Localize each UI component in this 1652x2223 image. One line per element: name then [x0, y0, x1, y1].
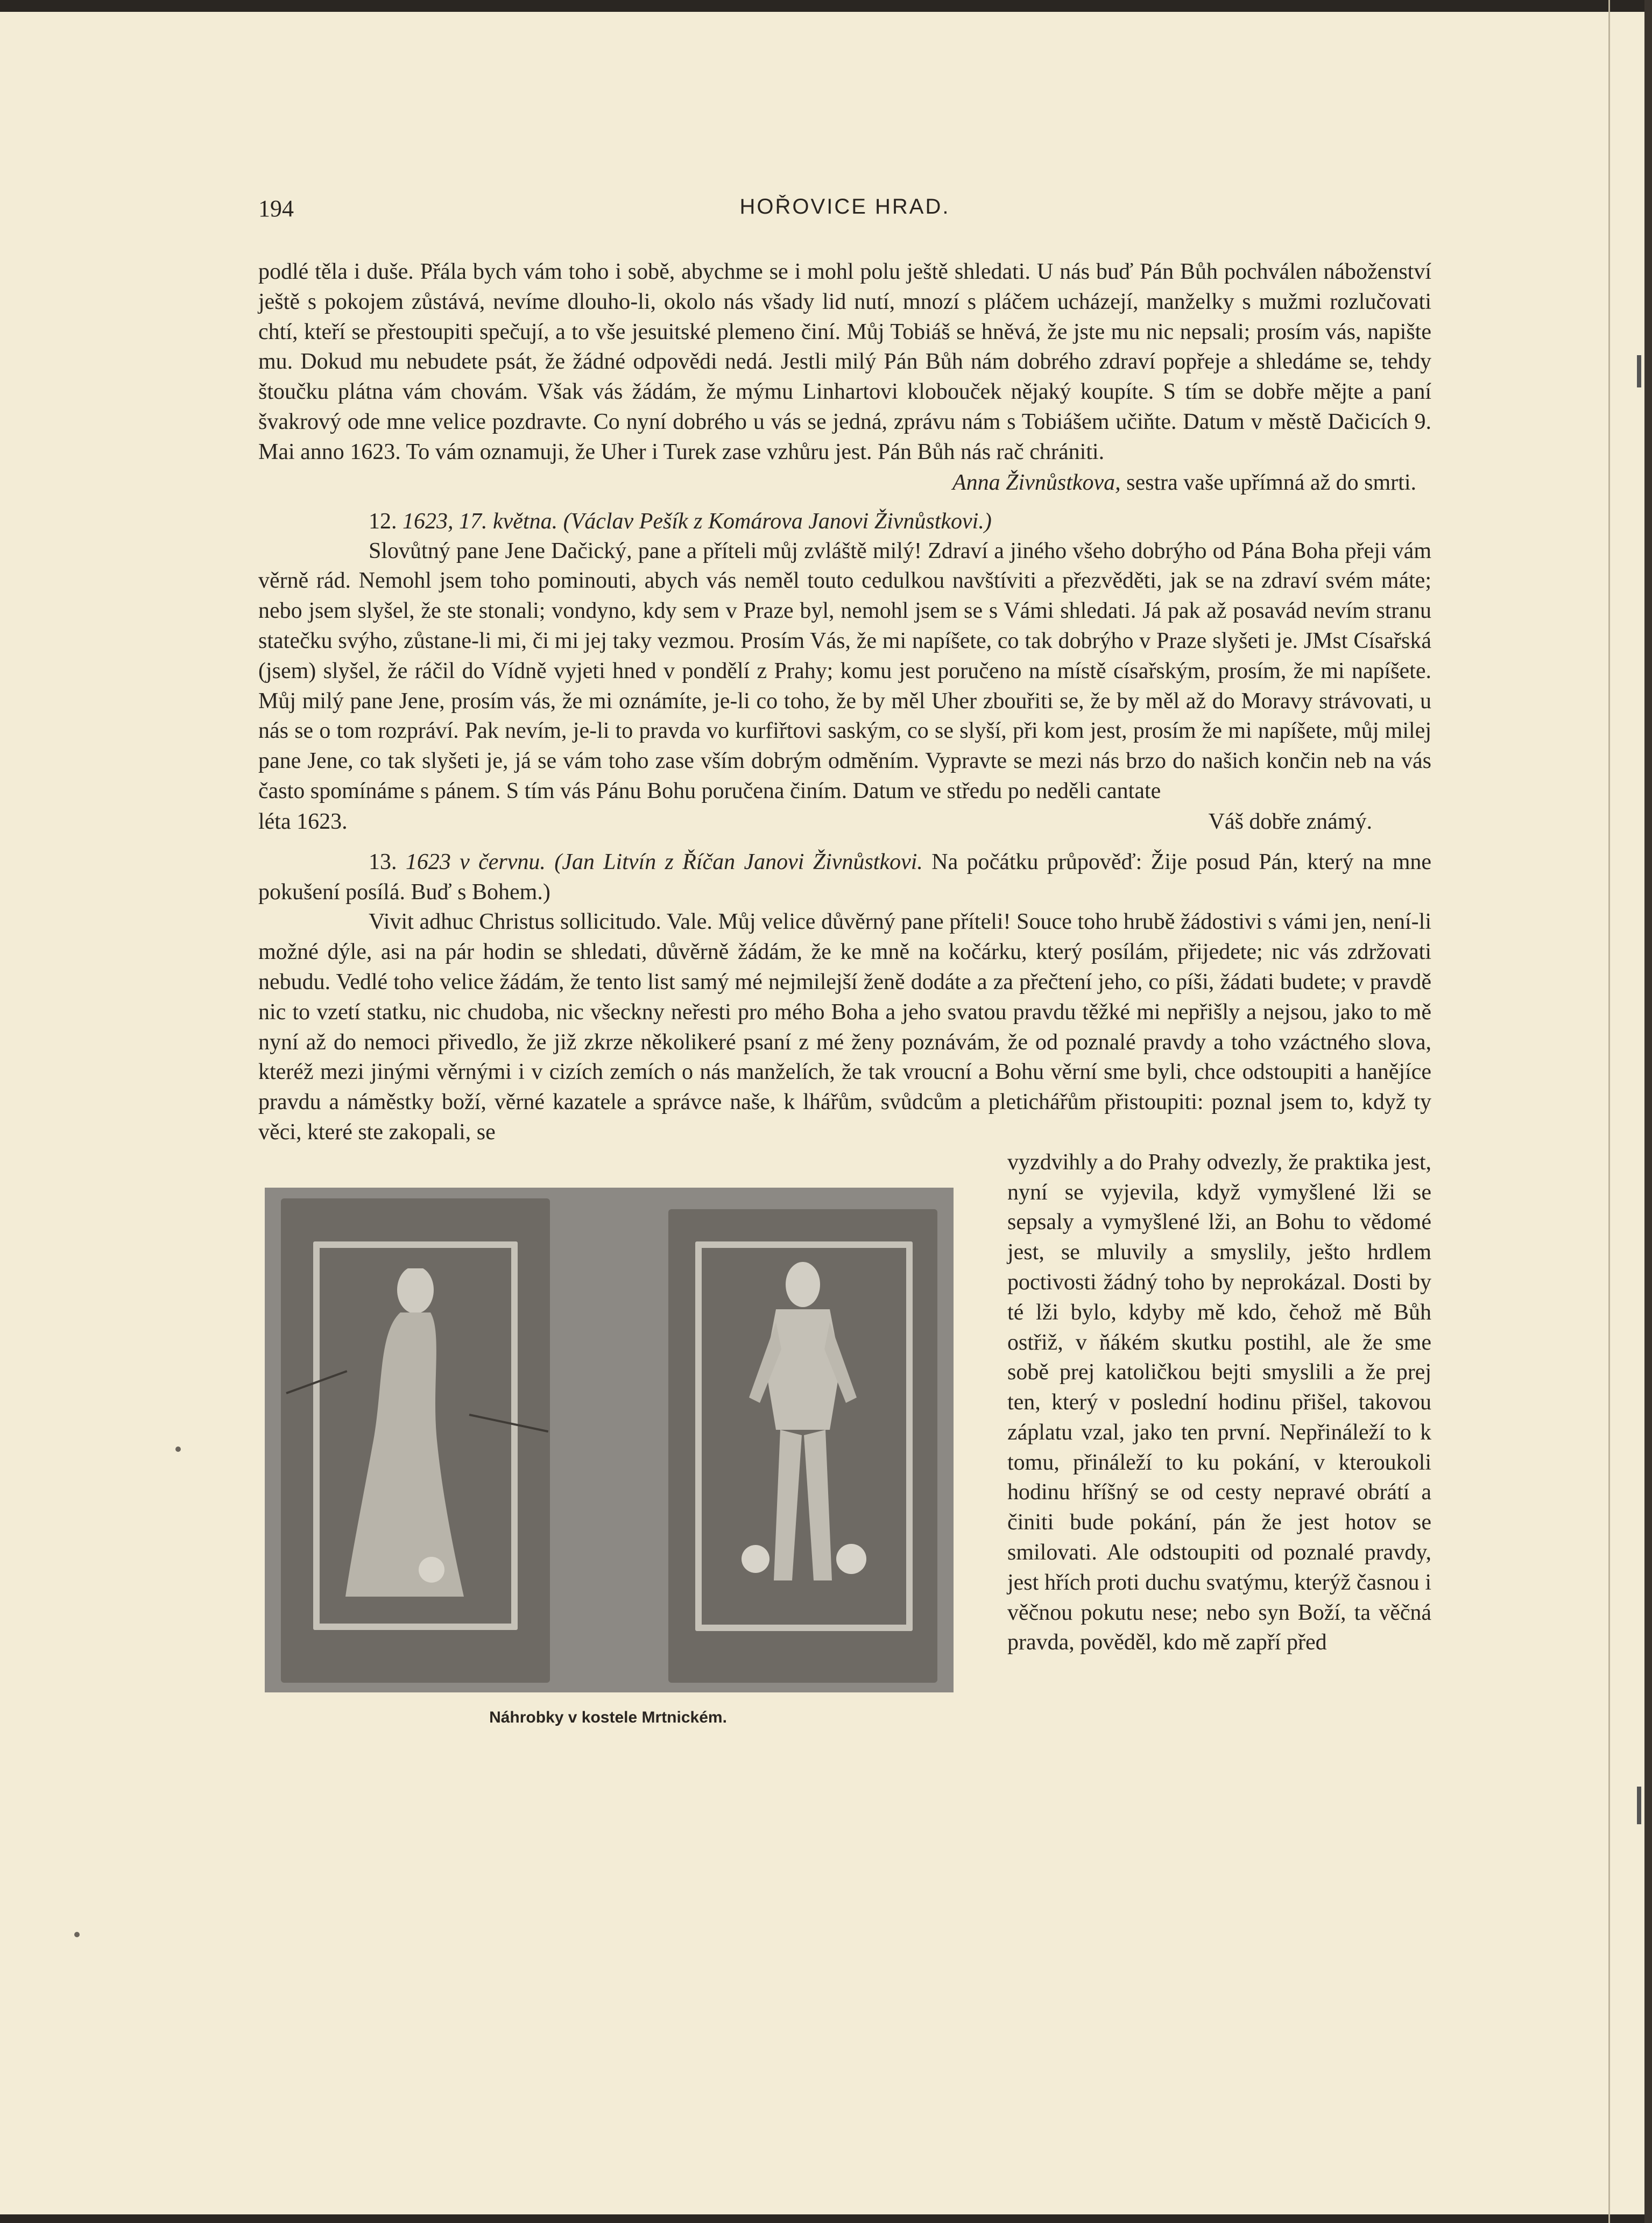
page-header — [258, 195, 1431, 227]
knight-relief-figure — [722, 1258, 884, 1602]
scan-edge-bottom — [0, 2214, 1652, 2223]
page-fold-line — [1608, 0, 1610, 2223]
entry-number: 13. — [369, 849, 406, 874]
edge-mark — [1637, 355, 1641, 387]
figure-caption: Náhrobky v kostele Mrtnickém. — [489, 1708, 727, 1726]
letter-13-body: Vivit adhuc Christus sollicitudo. Vale. Můj velice důvěrný pane příteli! Souce toho hrubě žádostivi s vámi jen, není-li možné dýle, asi na pár hodin se shledati, důvěrně žádám, že ke mně na kočárku, který posílám, přijedete; nic vás zdržovati nebudu. Vedlé toho velice žádám, že tento list samý mé nejmilejší ženě dodáte a za přečtení jeho, co píši, žádati budete; v pravdě nic to vzetí statku, nic chudoba, nic všeckny neřesti pro mého Boha a jeho svatou pravdu těžké mi nepřišly a nejsou, jako to mě nyní až do nemoci přivedlo, že již zkrze několikeré psaní z mé ženy poznávám, že od poznalé pravdy a toho vzáctného slova, kteréž mezi jinými věrnými i v cizích zemích o nás manželích, že tak vroucní a Bohu věrní sme byli, chce odstoupiti a hanějíce pravdu a náměstky boží, věrné kazatele a správce naše, k lhářům, svůdcům a pletichářům přistoupiti: poznal jsem to, když ty věci, které ste zakopali, se — [258, 909, 1431, 1145]
letter-12-body: Slovůtný pane Jene Dačický, pane a příteli můj zvláště milý! Zdraví a jiného všeho dobrýho od Pána Boha přeji vám věrně rád. Nemohl jsem toho pominouti, abych vás neměl touto cedulkou navštíviti a přezvěděti, jak se na zdraví svém máte; nebo jsem slyšel, že ste stonali; vondyno, kdy sem v Praze byl, nemohl jsem se s Vámi shledati. Já pak až posavád nevím stranu statečku svýho, zůstane-li mi, či mi jej taky vezmou. Prosím Vás, že mi napíšete, co tak dobrýho v Praze slyšeti je. JMst Císařská (jsem) slyšel, že ráčil do Vídně vyjeti hned v pondělí z Prahy; komu jest poručeno na místě císařským, prosím, že mi napíšete. Můj milý pane Jene, prosím vás, že mi oznámíte, je-li co toho, že by měl Uher zbouřiti se, že by měl až do Moravy strávovati, u nás se o tom rozpráví. Pak nevím, je-li to pravda vo kurfiřtovi saským, co se slyší, při kom jest, prosím že mi napíšete, můj milej pane Jene, co tak slyšeti je, já se vám toho zase vším dobrým odměním. Vypravte se mezi nás brzo do našich končin neb na vás často spomínáme s pánem. S tím vás Pánu Bohu poručena činím. Datum ve středu po neděli cantate — [258, 538, 1431, 803]
running-head: HOŘOVICE HRAD. — [739, 195, 950, 218]
woman-relief-figure — [340, 1268, 480, 1602]
entry-note: Na počátku průpověď: Žije posud Pán, který na mne pokušení posílá. Buď s Bohem.) — [258, 849, 1432, 905]
letter-11-signature — [258, 468, 1431, 498]
letter-13-continuation: vyzdvihly a do Prahy odvezly, že praktika jest, nyní se vyjevila, když vymyšlené lži se sepsaly a vymyšlené lži, an Bohu to vědomé jest, se mluvily a smyslily, ješto hrdlem poctivosti žádný toho by neprokázal. Dosti by té lži bylo, kdyby mě kdo, čehož mě Bůh ostřiž, v ňákém skutku postihl, ale že sme sobě prej katoličkou bejti smyslili a že prej ten, který v poslední hodinu přišel, takovou záplatu vzal, jako ten první. Nepřináleží to k tomu, přináleží to ku pokání, v kteroukoli hodinu hříšný se od cesty nepravé obrátí a činiti bude pokání, pán že jest hotov se smilovati. Ale odstoupiti od poznalé pravdy, jest hřích proti duchu svatýmu, kterýž časnou i věčnou pokutu nese; nebo syn Boží, ta věčná pravda, pověděl, kdo mě zapří před — [1007, 1149, 1431, 1655]
signature-name: Anna Živnůstkova, — [952, 470, 1121, 495]
page-body — [258, 257, 1431, 1751]
edge-mark — [1637, 1787, 1641, 1824]
scan-edge-top — [0, 0, 1652, 12]
figure-and-text-wrap — [258, 1148, 1431, 1751]
page-number: 194 — [258, 195, 294, 222]
signature-text: sestra vaše upřímná až do smrti. — [1120, 470, 1416, 495]
scan-edge-right — [1644, 0, 1652, 2223]
tombstones-figure — [258, 1148, 958, 1751]
entry-number: 12. — [369, 509, 403, 534]
paper-speck — [74, 1932, 80, 1937]
letter-11-body: podlé těla i duše. Přála bych vám toho i sobě, abychme se i mohl polu ještě shledati. U nás buď Pán Bůh pochválen náboženství ještě s pokojem zůstává, nevíme dlouho-li, okolo nás všady lid nutí, mnozí s pláčem ucházejí, manželky s mužmi rozlučovati chtí, kteří se přestoupiti spečují, a to vše jesuitské plemeno činí. Můj Tobiáš se hněvá, že jste mu nic nepsali; prosím vás, napište mu. Dokud mu nebudete psát, že žádné odpovědi nedá. Jestli milý Pán Bůh nám dobrého zdraví popřeje a shledáme se, tehdy štoučku plátna vám chovám. Však vás žádám, že mýmu Linhartovi klobouček nějaký koupíte. S tím se dobře mějte a paní švakrový ode mne velice pozdravte. Co nyní dobrého u vás se jedná, zprávu nám s Tobiášem učiňte. Datum v městě Dačicích 9. Mai anno 1623. To vám oznamuji, že Uher i Turek zase vzhůru jest. Pán Bůh nás rač chrániti. — [258, 259, 1431, 464]
letter-12-heading — [258, 506, 1431, 537]
paper-speck — [175, 1446, 181, 1452]
entry-title: 1623, 17. května. (Václav Pešík z Komárova Janovi Živnůstkovi.) — [403, 509, 992, 534]
wrapped-text-column — [1007, 1148, 1431, 1659]
closing-date: léta 1623. — [258, 809, 348, 834]
entry-title: 1623 v červnu. (Jan Litvín z Říčan Janovi Živnůstkovi. — [405, 849, 923, 874]
tombstones-photo — [265, 1188, 954, 1692]
letter-13-heading — [258, 848, 1431, 908]
letter-12-closing — [258, 807, 1431, 837]
closing-signature: Váš dobře známý. — [1208, 809, 1372, 834]
